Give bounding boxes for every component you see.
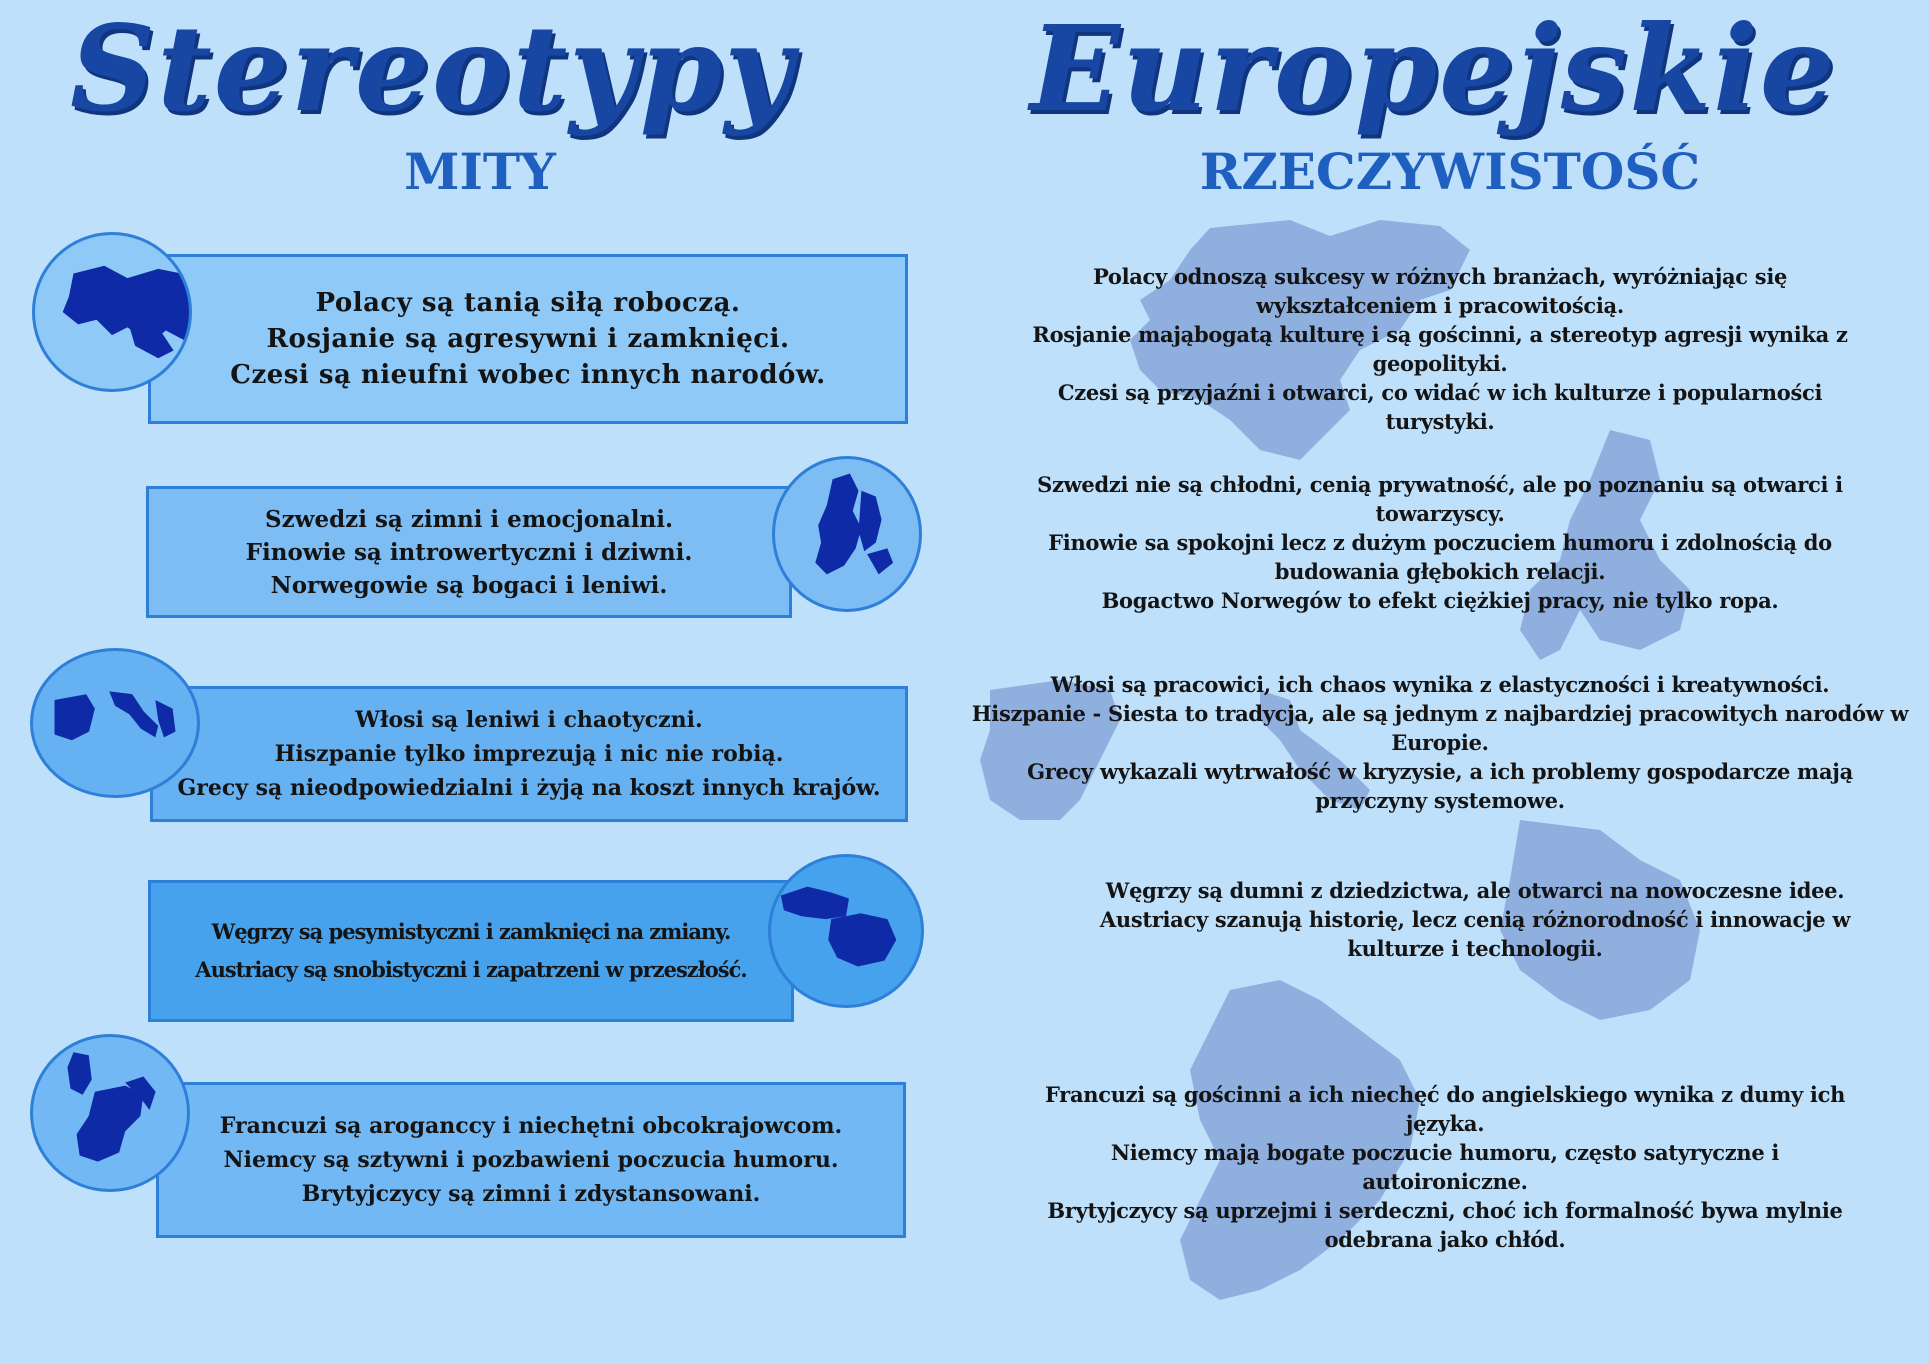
myth-line: Hiszpanie tylko imprezują i nic nie robią. xyxy=(274,741,784,767)
title-europejskie: Europejskie xyxy=(1030,0,1837,138)
reality-line: wykształceniem i pracowitością. xyxy=(1256,293,1624,318)
myth-box-5 xyxy=(156,1082,906,1238)
reality-line: Grecy wykazali wytrwałość w kryzysie, a ich problemy gospodarcze mają xyxy=(1027,759,1853,784)
reality-line: turystyki. xyxy=(1385,409,1495,434)
myth-line: Szwedzi są zimni i emocjonalni. xyxy=(264,505,673,533)
column-heading-myths: MITY xyxy=(404,142,556,201)
reality-line: Hiszpanie - Siesta to tradycja, ale są jednym z najbardziej pracowitych narodów w xyxy=(971,701,1909,726)
western-europe-map-icon xyxy=(30,1034,190,1192)
reality-line: Rosjanie mająbogatą kulturę i są gościnni, a stereotyp agresji wynika z xyxy=(1032,322,1848,347)
myth-line: Brytyjczycy są zimni i zdystansowani. xyxy=(301,1181,761,1207)
reality-text-2 xyxy=(970,470,1910,615)
reality-line: Bogactwo Norwegów to efekt ciężkiej pracy, nie tylko ropa. xyxy=(1101,588,1779,613)
reality-text-5 xyxy=(980,1080,1910,1254)
myth-line: Polacy są tanią siłą roboczą. xyxy=(315,288,741,318)
myth-box-1 xyxy=(148,254,908,424)
reality-line: Austriacy szanują historię, lecz cenią różnorodność i innowacje w xyxy=(1099,907,1851,932)
poland-russia-czech-map-icon xyxy=(32,232,192,392)
austria-hungary-map-icon xyxy=(768,854,924,1008)
myth-line: Rosjanie są agresywni i zamknięci. xyxy=(266,324,790,354)
reality-line: Węgrzy są dumni z dziedzictwa, ale otwarci na nowoczesne idee. xyxy=(1105,878,1845,903)
myth-line: Austriacy są snobistyczni i zapatrzeni w przeszłość. xyxy=(195,957,747,982)
myth-line: Finowie są introwertyczni i dziwni. xyxy=(245,538,693,566)
reality-line: Niemcy mają bogate poczucie humoru, często satyryczne i xyxy=(1110,1140,1780,1165)
reality-line: towarzyscy. xyxy=(1375,501,1505,526)
myth-line: Włosi są leniwi i chaotyczni. xyxy=(355,707,703,733)
reality-line: Brytyjczycy są uprzejmi i serdeczni, choć ich formalność bywa mylnie xyxy=(1047,1198,1843,1223)
reality-line: Włosi są pracowici, ich chaos wynika z elastyczności i kreatywności. xyxy=(1050,672,1830,697)
myth-line: Francuzi są aroganccy i niechętni obcokrajowcom. xyxy=(219,1113,843,1139)
reality-line: Czesi są przyjaźni i otwarci, co widać w ich kulturze i popularności xyxy=(1057,380,1823,405)
scandinavia-map-icon xyxy=(772,456,922,612)
myth-line: Węgrzy są pesymistyczni i zamknięci na zmiany. xyxy=(211,919,731,944)
myth-box-2 xyxy=(146,486,792,618)
title-stereotypy: Stereotypy xyxy=(70,0,795,138)
reality-text-3 xyxy=(970,670,1910,815)
reality-line: Finowie sa spokojni lecz z dużym poczuciem humoru i zdolnością do xyxy=(1048,530,1832,555)
reality-text-4 xyxy=(1040,876,1910,963)
reality-line: kulturze i technologii. xyxy=(1347,936,1603,961)
reality-line: autoironiczne. xyxy=(1362,1169,1528,1194)
myth-box-3 xyxy=(150,686,908,822)
myth-line: Czesi są nieufni wobec innych narodów. xyxy=(230,360,826,390)
reality-line: Szwedzi nie są chłodni, cenią prywatność, ale po poznaniu są otwarci i xyxy=(1037,472,1843,497)
myth-line: Grecy są nieodpowiedzialni i żyją na koszt innych krajów. xyxy=(177,775,881,801)
reality-line: przyczyny systemowe. xyxy=(1315,788,1565,813)
reality-line: Francuzi są gościnni a ich niechęć do angielskiego wynika z dumy ich xyxy=(1044,1082,1846,1107)
reality-line: odebrana jako chłód. xyxy=(1324,1227,1566,1252)
southern-europe-map-icon xyxy=(30,648,200,798)
reality-line: Polacy odnoszą sukcesy w różnych branżach, wyróżniając się xyxy=(1092,264,1788,289)
column-heading-reality: RZECZYWISTOŚĆ xyxy=(1199,142,1701,201)
reality-line: Europie. xyxy=(1391,730,1489,755)
myth-line: Niemcy są sztywni i pozbawieni poczucia humoru. xyxy=(223,1147,839,1173)
reality-line: geopolityki. xyxy=(1372,351,1508,376)
reality-text-1 xyxy=(970,262,1910,436)
myth-box-4 xyxy=(148,880,794,1022)
myth-line: Norwegowie są bogaci i leniwi. xyxy=(270,571,668,599)
reality-line: budowania głębokich relacji. xyxy=(1274,559,1606,584)
reality-line: języka. xyxy=(1405,1111,1485,1136)
